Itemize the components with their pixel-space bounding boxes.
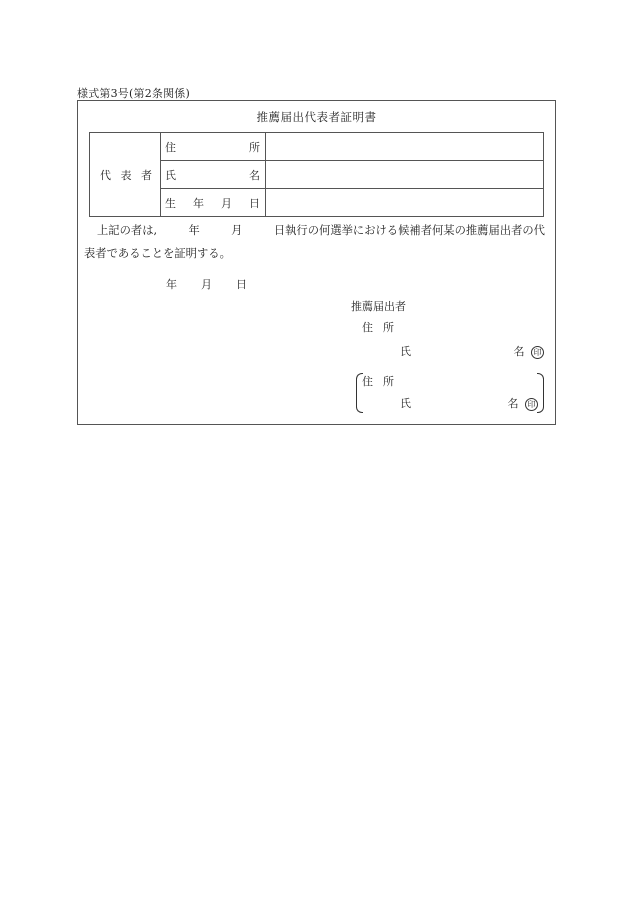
nominator-heading: 推薦届出者 [351, 300, 406, 313]
document-title: 推薦届出代表者証明書 [256, 110, 377, 124]
second-nominator-name-label: 氏 名 印 [400, 395, 538, 411]
representative-table [89, 132, 544, 217]
name-field[interactable] [266, 161, 544, 189]
birthdate-label: 生 年 月 日 [161, 189, 266, 217]
seal-icon: 印 [525, 398, 538, 411]
issue-date: 年 月 日 [166, 278, 247, 291]
certification-statement: 上記の者は, 年 月 日執行の何選挙における候補者何某の推薦届出者の代 表者であることを証明する。 [84, 224, 545, 260]
nominator-name-label: 氏 名 印 [400, 343, 544, 359]
form-number: 様式第3号(第2条関係) [77, 87, 190, 100]
address-field[interactable] [266, 133, 544, 161]
birthdate-field[interactable] [266, 189, 544, 217]
second-nominator-block [356, 373, 544, 413]
second-nominator-address-label: 住 所 [362, 375, 394, 388]
right-bracket [537, 373, 544, 413]
name-label: 氏 名 [161, 161, 266, 189]
representative-group-label: 代 表 者 [90, 133, 161, 217]
certificate-frame [77, 100, 556, 425]
address-label: 住 所 [161, 133, 266, 161]
nominator-address-label: 住 所 [362, 321, 394, 334]
seal-icon: 印 [531, 346, 544, 359]
